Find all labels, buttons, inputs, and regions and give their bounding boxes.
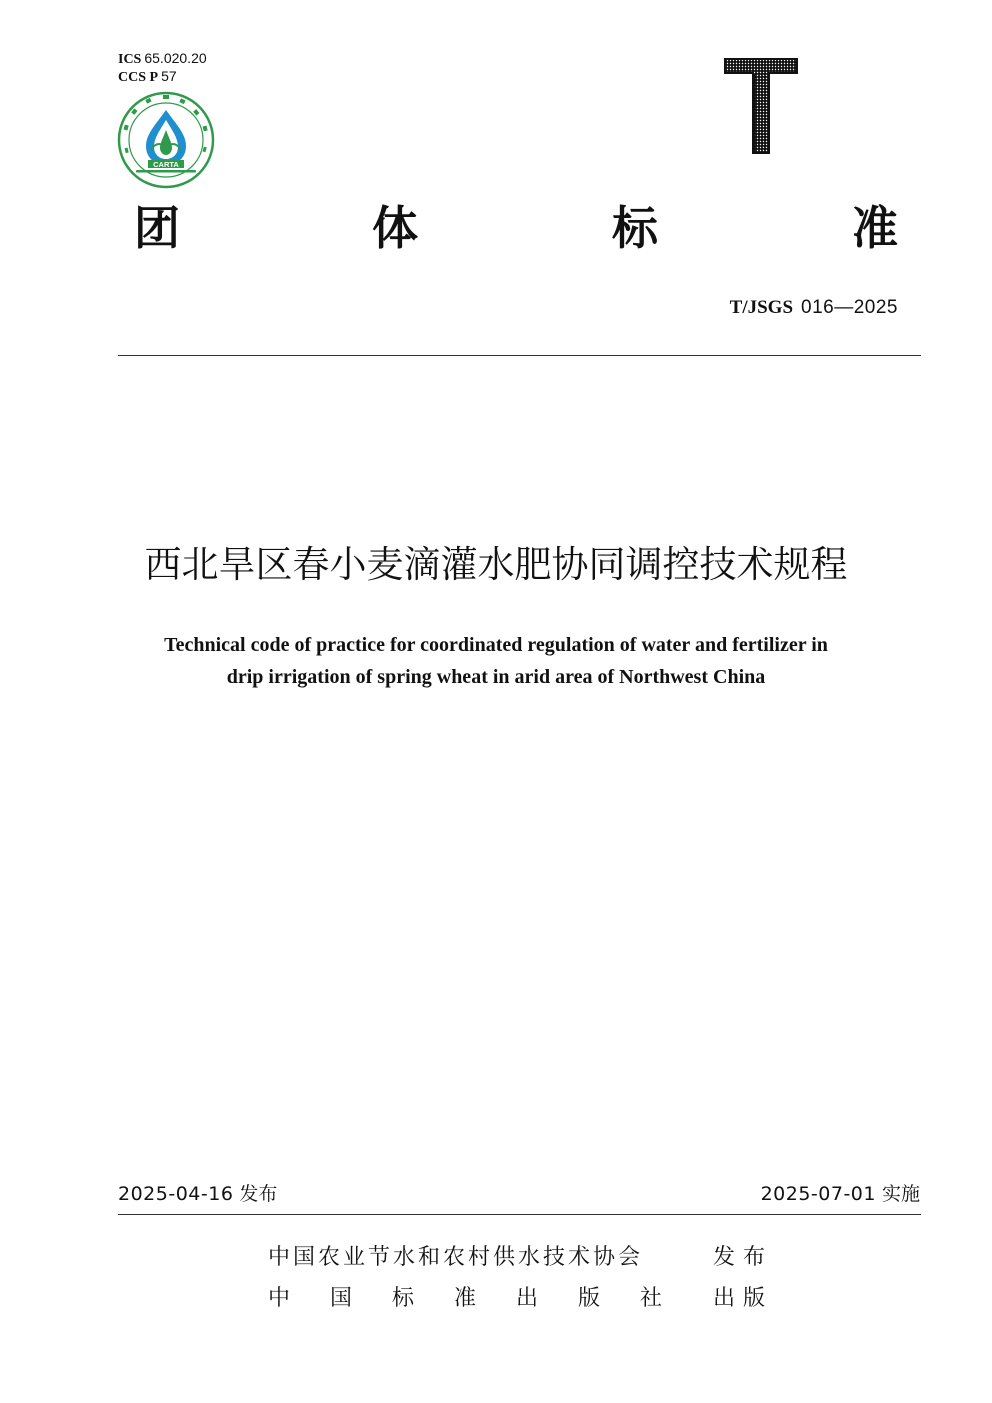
issue-date-row <box>118 1181 277 1207</box>
issue-date: 2025-04-16 <box>118 1183 234 1205</box>
title-english-line-1: Technical code of practice for coordinated regulation of water and fertilizer in <box>164 634 828 656</box>
issuer-name: 中国农业节水和农村供水技术协会 <box>268 1245 644 1270</box>
implementation-date-row <box>761 1181 920 1207</box>
issuer-action: 发布 <box>713 1245 774 1270</box>
ics-label: ICS <box>118 52 142 67</box>
standard-type-mark <box>720 56 802 156</box>
implementation-label: 实施 <box>881 1183 920 1205</box>
ics-code <box>118 50 207 68</box>
press-name: 中国标准出版社 <box>268 1286 703 1311</box>
ccs-code <box>118 68 177 86</box>
title-english-line-2: drip irrigation of spring wheat in arid area of Northwest China <box>226 666 766 688</box>
heading-char-3: 标 <box>612 201 658 255</box>
issue-label: 发布 <box>239 1183 278 1205</box>
ccs-label: CCS P <box>118 70 159 85</box>
logo-text: CARTA <box>153 160 179 169</box>
press-action: 出版 <box>713 1286 774 1311</box>
t-mark-icon <box>720 56 802 156</box>
ccs-value: 57 <box>161 68 177 84</box>
carta-logo <box>116 90 216 190</box>
standard-number <box>730 296 898 319</box>
heading-char-4: 准 <box>852 201 898 255</box>
heading-char-2: 体 <box>372 201 418 255</box>
top-divider <box>118 355 921 356</box>
implementation-date: 2025-07-01 <box>760 1183 876 1205</box>
bottom-divider <box>118 1214 921 1215</box>
title-chinese: 西北旱区春小麦滴灌水肥协同调控技术规程 <box>144 543 848 586</box>
standard-prefix: T/JSGS <box>729 297 794 318</box>
standard-code: 016—2025 <box>801 297 898 318</box>
ics-value: 65.020.20 <box>144 50 207 66</box>
carta-emblem-icon <box>116 90 216 190</box>
heading-char-1: 团 <box>134 201 180 255</box>
